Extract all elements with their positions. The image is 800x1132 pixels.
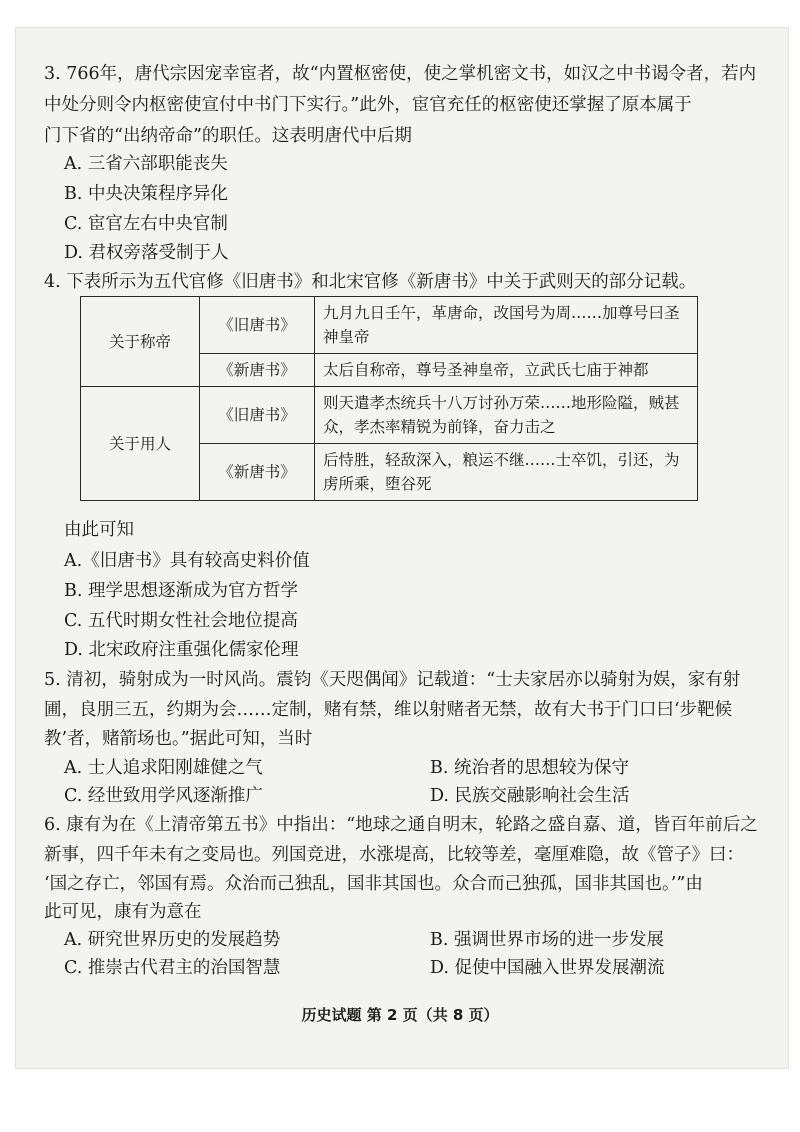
q6-stem-line-4: 此可见，康有为意在 [44,902,202,922]
table-source-cell: 《新唐书》 [200,354,315,387]
q6-option-d: D. 促使中国融入世界发展潮流 [430,958,665,978]
q5-stem-line-2: 圃，良朋三五，约期为会……定制，赌有禁，维以射赌者无禁，故有大书于门口曰‘步靶候 [44,700,733,720]
q6-option-a: A. 研究世界历史的发展趋势 [64,930,281,950]
q3-option-a: A. 三省六部职能丧失 [64,154,228,174]
q5-option-b: B. 统治者的思想较为保守 [430,758,629,778]
q3-stem-line-2: 中处分则令内枢密使宣付中书门下实行。”此外，宦官充任的枢密使还掌握了原本属于 [44,95,692,115]
q6-options-row-2 [64,957,764,979]
q5-stem-line-1: 5. 清初，骑射成为一时风尚。震钧《天咫偶闻》记载道：“士夫家居亦以骑射为娱，家有射 [44,670,741,690]
q5-options-row-2 [64,785,764,807]
q3-stem-line-3: 门下省的“出纳帝命”的职任。这表明唐代中后期 [44,126,412,146]
q5-options-row-1 [64,757,764,779]
q3-option-c: C. 宦官左右中央官制 [64,214,228,234]
q5-option-c: C. 经世致用学风逐渐推广 [64,786,263,806]
q3-option-d: D. 君权旁落受制于人 [64,243,229,263]
table-category-appointment: 关于用人 [81,387,200,501]
table-row [81,387,698,444]
q5-option-a: A. 士人追求阳刚雄健之气 [64,758,263,778]
table-source-cell: 《新唐书》 [200,444,315,501]
q6-stem-line-3: ‘国之存亡，邻国有焉。众治而己独乱，国非其国也。众合而己独孤，国非其国也。’”由 [44,874,703,894]
table-category-enthronement: 关于称帝 [81,297,200,387]
q4-records-table [80,296,698,501]
q5-option-d: D. 民族交融影响社会生活 [430,786,630,806]
q4-option-d: D. 北宋政府注重强化儒家伦理 [64,640,299,660]
page-footer: 历史试题 第 2 页（共 8 页） [301,1006,499,1024]
q6-option-c: C. 推崇古代君主的治国智慧 [64,958,281,978]
q6-options-row-1 [64,929,764,951]
q4-conclusion: 由此可知 [64,520,134,540]
table-record-cell: 后恃胜，轻敌深入，粮运不继……士卒饥，引还，为虏所乘，堕谷死 [315,444,698,501]
q4-option-c: C. 五代时期女性社会地位提高 [64,611,298,631]
q6-stem-line-1: 6. 康有为在《上清帝第五书》中指出：“地球之通自明末，轮路之盛自嘉、道，皆百年前后之 [44,815,758,835]
table-record-cell: 九月九日壬午，革唐命，改国号为周……加尊号曰圣神皇帝 [315,297,698,354]
q4-option-b: B. 理学思想逐渐成为官方哲学 [64,581,298,601]
q3-option-b: B. 中央决策程序异化 [64,184,228,204]
q3-stem-line-1: 3. 766年，唐代宗因宠幸宦者，故“内置枢密使，使之掌机密文书，如汉之中书谒令者，若内 [44,64,757,84]
q6-option-b: B. 强调世界市场的进一步发展 [430,930,664,950]
table-record-cell: 则天遣孝杰统兵十八万讨孙万荣……地形险隘，贼甚众，孝杰率精锐为前锋，奋力击之 [315,387,698,444]
table-record-cell: 太后自称帝，尊号圣神皇帝，立武氏七庙于神都 [315,354,698,387]
table-source-cell: 《旧唐书》 [200,387,315,444]
q6-stem-line-2: 新事，四千年未有之变局也。列国竞进，水涨堤高，比较等差，毫厘难隐，故《管子》曰： [44,845,744,865]
q4-option-a: A.《旧唐书》具有较高史料价值 [64,551,310,571]
q5-stem-line-3: 教’者，赌箭场也。”据此可知，当时 [44,729,313,749]
table-row [81,297,698,354]
q4-stem: 4. 下表所示为五代官修《旧唐书》和北宋官修《新唐书》中关于武则天的部分记载。 [44,272,697,292]
table-source-cell: 《旧唐书》 [200,297,315,354]
